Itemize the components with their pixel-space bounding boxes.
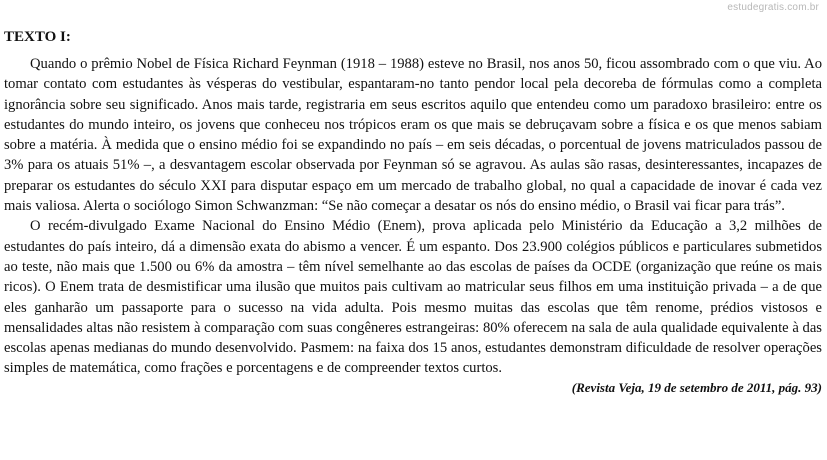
text-document xyxy=(4,28,822,397)
paragraph-1: Quando o prêmio Nobel de Física Richard Feynman (1918 – 1988) esteve no Brasil, nos anos 50, ficou assombrado com o que viu. Ao tomar contato com estudantes às vésperas do vestibular, espantaram-no tanto pendor local pela decoreba de fórmulas como a completa ignorância sobre seu significado. Anos mais tarde, registraria em seus escritos aquilo que entendeu como um paradoxo brasileiro: entre os estudantes do mundo inteiro, os jovens que conheceu nos trópicos eram os que mais se debruçavam sobre a física e os que menos sabiam sobre a matéria. À medida que o ensino médio foi se expandindo no país – em seis décadas, o porcentual de jovens matriculados passou de 3% para os atuais 51% –, a desvantagem escolar observada por Feynman só se agravou. As aulas são rasas, desinteressantes, incapazes de preparar os estudantes do século XXI para disputar espaço em um mercado de trabalho global, no qual a capacidade de inovar é cada vez mais valiosa. Alerta o sociólogo Simon Schwanzman: “Se não começar a desatar os nós do ensino médio, o Brasil vai ficar para trás”. xyxy=(4,56,822,215)
paragraph-2: O recém-divulgado Exame Nacional do Ensino Médio (Enem), prova aplicada pelo Ministério da Educação a 3,2 milhões de estudantes do país inteiro, dá a dimensão exata do abismo a vencer. É um espanto. Dos 23.900 colégios públicos e particulares submetidos ao teste, não mais que 1.500 ou 6% da amostra – têm nível semelhante ao das escolas de países da OCDE (organização que reúne os mais ricos). O Enem trata de desmistificar uma ilusão que muitos pais cultivam ao matricular seus filhos em uma instituição privada – a de que eles ganharão um passaporte para o sucesso na vida adulta. Pois mesmo muitas das escolas que têm renome, prédios vistosos e mensalidades altas não resistem à comparação com suas congêneres estrangeiras: 80% oferecem na sala de aula qualidade equivalente à das escolas apenas medianas do mundo desenvolvido. Pasmem: na faixa dos 15 anos, estudantes demonstram dificuldade de resolver operações simples de matemática, como frações e porcentagens e de compreender textos curtos. xyxy=(4,218,822,377)
text-heading: TEXTO I: xyxy=(4,29,71,45)
source-citation: (Revista Veja, 19 de setembro de 2011, pág. 93) xyxy=(571,379,822,395)
site-watermark: estudegratis.com.br xyxy=(727,2,819,13)
